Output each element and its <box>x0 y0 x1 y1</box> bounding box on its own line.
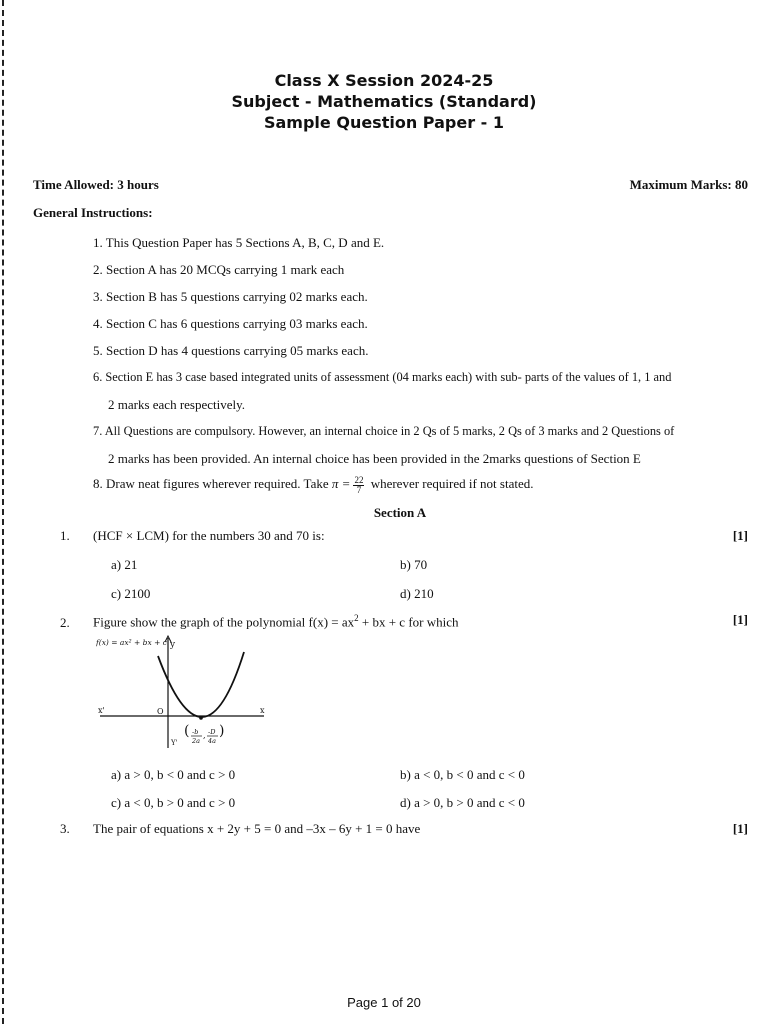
vertex-comma: , <box>203 731 206 740</box>
instruction-item: 7. All Questions are compulsory. However, an internal choice in 2 Qs of 5 marks, 2 Qs of 3 marks and 2 Questions of <box>93 424 675 438</box>
option-d: d) a > 0, b > 0 and c < 0 <box>400 795 525 810</box>
question-marks: [1] <box>732 528 748 543</box>
question-text <box>93 613 459 630</box>
paper-header <box>0 70 768 133</box>
question-text-suffix: + bx + c for which <box>358 614 459 630</box>
section-a-heading: Section A <box>373 505 427 520</box>
instruction-item-continued: 2 marks has been provided. An internal choice has been provided in the 2marks questions of Section E <box>108 451 641 466</box>
option-c: c) 2100 <box>111 586 151 601</box>
option-b: b) 70 <box>400 557 428 572</box>
vertex-y-numerator: -D <box>208 728 216 736</box>
header-paper-title: Sample Question Paper - 1 <box>263 113 504 132</box>
graph-function-label: f(x) = ax² + bx + c <box>96 638 167 647</box>
vertex-y-denominator: 4a <box>208 737 217 745</box>
question-number: 1. <box>60 528 70 543</box>
graph-origin-label: O <box>157 707 164 716</box>
option-d: d) 210 <box>400 586 434 601</box>
graph-x-neg-label: x' <box>98 706 105 715</box>
fraction-22-7 <box>353 476 364 495</box>
graph-y-neg-label: Y' <box>171 739 178 747</box>
instruction-item <box>93 474 533 495</box>
option-a: a) 21 <box>111 557 138 572</box>
vertex-point <box>199 716 203 720</box>
instruction-item: 2. Section A has 20 MCQs carrying 1 mark each <box>93 262 345 277</box>
instruction-item: 6. Section E has 3 case based integrated units of assessment (04 marks each) with sub- parts of the values of 1, 1 and <box>93 370 672 384</box>
option-c: c) a < 0, b > 0 and c > 0 <box>111 795 236 810</box>
question-text: (HCF × LCM) for the numbers 30 and 70 is: <box>93 528 325 543</box>
maximum-marks: Maximum Marks: 80 <box>629 177 748 192</box>
time-allowed: Time Allowed: 3 hours <box>33 177 159 192</box>
vertex-x-numerator: -b <box>192 728 199 736</box>
question-number: 3. <box>60 821 70 836</box>
graph-x-label: x <box>260 706 265 715</box>
option-a: a) a > 0, b < 0 and c > 0 <box>111 767 236 782</box>
question-text-prefix: Figure show the graph of the polynomial f(x) = ax <box>93 614 355 630</box>
option-b: b) a < 0, b < 0 and c < 0 <box>400 767 525 782</box>
parabola-graph <box>96 634 276 754</box>
header-subject: Subject - Mathematics (Standard) <box>231 92 537 111</box>
instruction-item: 3. Section B has 5 questions carrying 02 marks each. <box>93 289 368 304</box>
question-text: The pair of equations x + 2y + 5 = 0 and –3x – 6y + 1 = 0 have <box>93 821 421 836</box>
vertex-close-paren: ) <box>219 723 225 739</box>
question-number: 2. <box>60 615 70 630</box>
instruction-item: 1. This Question Paper has 5 Sections A, B, C, D and E. <box>93 235 385 250</box>
question-marks: [1] <box>732 612 748 627</box>
exponent: 2 <box>354 613 359 623</box>
instruction-8-suffix: wherever required if not stated. <box>367 476 534 491</box>
vertex-open-paren: ( <box>184 723 190 739</box>
instruction-8-prefix: 8. Draw neat figures wherever required. Take <box>93 476 332 491</box>
fraction-numerator: 22 <box>354 474 364 485</box>
instruction-item: 5. Section D has 4 questions carrying 05 marks each. <box>93 343 369 358</box>
instruction-item-continued: 2 marks each respectively. <box>108 397 246 412</box>
parabola-curve <box>158 652 244 717</box>
question-marks: [1] <box>732 821 748 836</box>
vertex-x-denominator: 2a <box>192 737 201 745</box>
fraction-denominator: 7 <box>356 484 362 495</box>
page-number-footer: Page 1 of 20 <box>347 995 421 1010</box>
pi-symbol: π = <box>331 476 351 491</box>
header-class-session: Class X Session 2024-25 <box>274 71 494 90</box>
general-instructions-label: General Instructions: <box>33 205 153 220</box>
graph-y-label: y <box>170 640 176 650</box>
instruction-item: 4. Section C has 6 questions carrying 03 marks each. <box>93 316 368 331</box>
